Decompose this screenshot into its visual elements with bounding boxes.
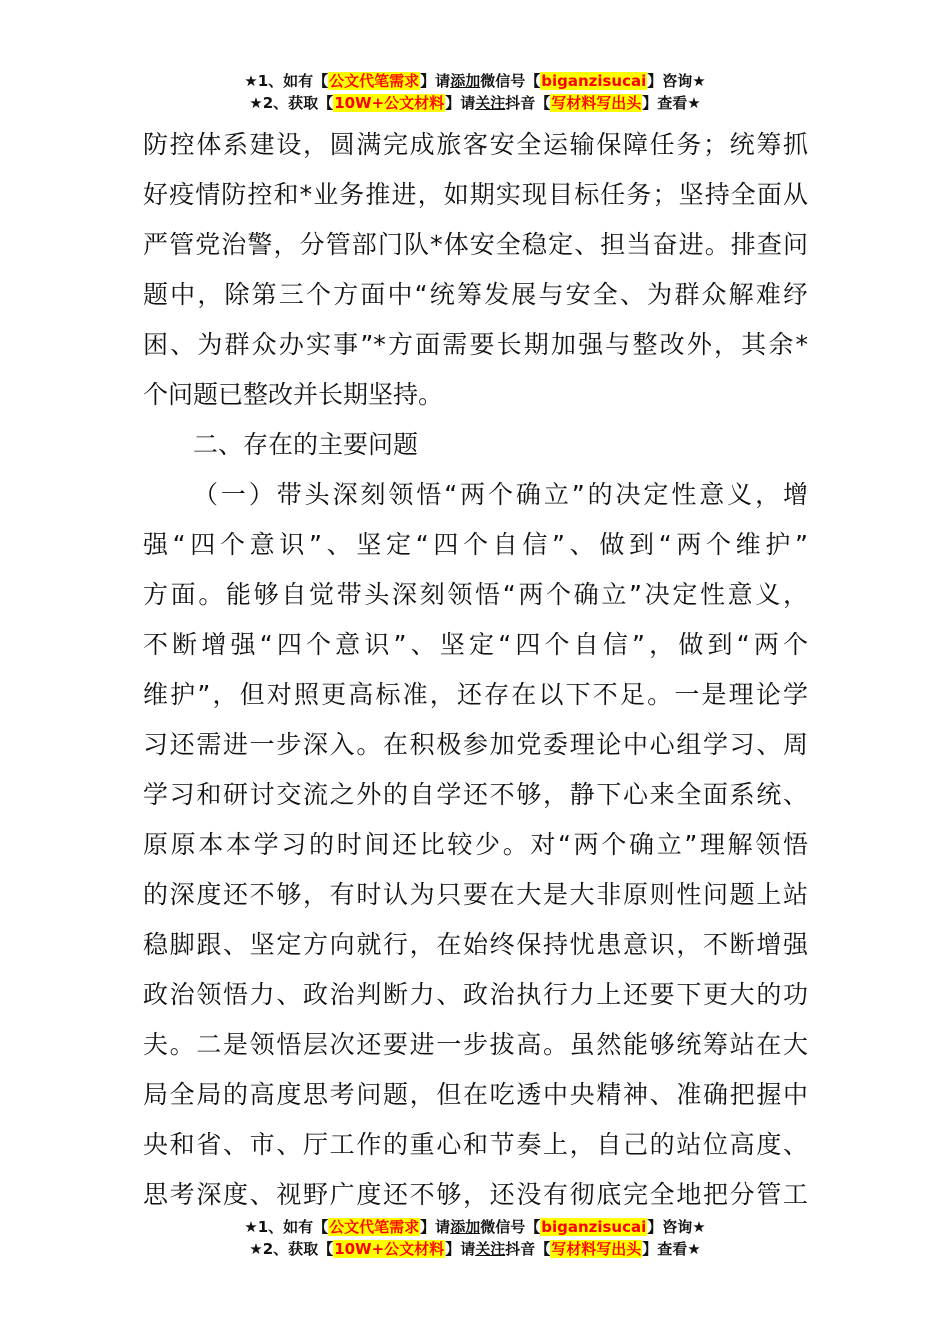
subsection-heading: （一）带头深刻领悟“两个确立”的决定性意义，增 xyxy=(193,480,808,509)
body-line: 严管党治警，分管部门队*体安全稳定、担当奋进。排查问 xyxy=(143,230,808,259)
highlight-materials: 10W+公文材料 xyxy=(334,1240,445,1258)
body-line: 政治领悟力、政治判断力、政治执行力上还要下更大的功 xyxy=(143,980,808,1009)
body-line: 困、为群众办实事”*方面需要长期加强与整改外，其余* xyxy=(143,330,808,359)
section-heading: 二、存在的主要问题 xyxy=(193,430,419,459)
body-line: 强“四个意识”、坚定“四个自信”、做到“两个维护” xyxy=(143,530,808,559)
document-body xyxy=(143,120,808,1220)
highlight-writing-service: 公文代笔需求 xyxy=(329,72,420,90)
highlight-douyin-account: 写材料写出头 xyxy=(551,94,642,112)
highlight-wechat-id: biganzisucai xyxy=(541,72,647,90)
banner-line-1: ★1、如有【公文代笔需求】请添加微信号【biganzisucai】咨询★ xyxy=(244,72,706,90)
banner-line-2: ★2、获取【10W+公文材料】请关注抖音【写材料写出头】查看★ xyxy=(249,1240,701,1258)
body-line: 央和省、市、厅工作的重心和节奏上，自己的站位高度、 xyxy=(143,1130,808,1159)
body-line: 原原本本学习的时间还比较少。对“两个确立”理解领悟 xyxy=(143,830,808,859)
highlight-wechat-id: biganzisucai xyxy=(541,1218,647,1236)
body-line: 个问题已整改并长期坚持。 xyxy=(143,380,444,409)
body-line: 局全局的高度思考问题，但在吃透中央精神、准确把握中 xyxy=(143,1080,808,1109)
body-line: 习还需进一步深入。在积极参加党委理论中心组学习、周 xyxy=(143,730,808,759)
body-line: 思考深度、视野广度还不够，还没有彻底完全地把分管工 xyxy=(143,1180,808,1209)
body-line: 题中，除第三个方面中“统筹发展与安全、为群众解难纾 xyxy=(143,280,808,309)
body-line: 好疫情防控和*业务推进，如期实现目标任务；坚持全面从 xyxy=(143,180,808,209)
highlight-materials: 10W+公文材料 xyxy=(334,94,445,112)
header-banner xyxy=(0,70,950,114)
body-line: 不断增强“四个意识”、坚定“四个自信”，做到“两个 xyxy=(143,630,808,659)
highlight-writing-service: 公文代笔需求 xyxy=(329,1218,420,1236)
footer-banner xyxy=(0,1216,950,1260)
body-line: 学习和研讨交流之外的自学还不够，静下心来全面系统、 xyxy=(143,780,808,809)
body-line: 稳脚跟、坚定方向就行，在始终保持忧患意识，不断增强 xyxy=(143,930,808,959)
highlight-douyin-account: 写材料写出头 xyxy=(551,1240,642,1258)
body-line: 夫。二是领悟层次还要进一步拔高。虽然能够统筹站在大 xyxy=(143,1030,808,1059)
body-line: 的深度还不够，有时认为只要在大是大非原则性问题上站 xyxy=(143,880,808,909)
banner-line-2: ★2、获取【10W+公文材料】请关注抖音【写材料写出头】查看★ xyxy=(249,94,701,112)
body-line: 方面。能够自觉带头深刻领悟“两个确立”决定性意义， xyxy=(143,580,808,609)
body-line: 维护”，但对照更高标准，还存在以下不足。一是理论学 xyxy=(143,680,808,709)
body-line: 防控体系建设，圆满完成旅客安全运输保障任务；统筹抓 xyxy=(143,130,808,159)
banner-line-1: ★1、如有【公文代笔需求】请添加微信号【biganzisucai】咨询★ xyxy=(244,1218,706,1236)
